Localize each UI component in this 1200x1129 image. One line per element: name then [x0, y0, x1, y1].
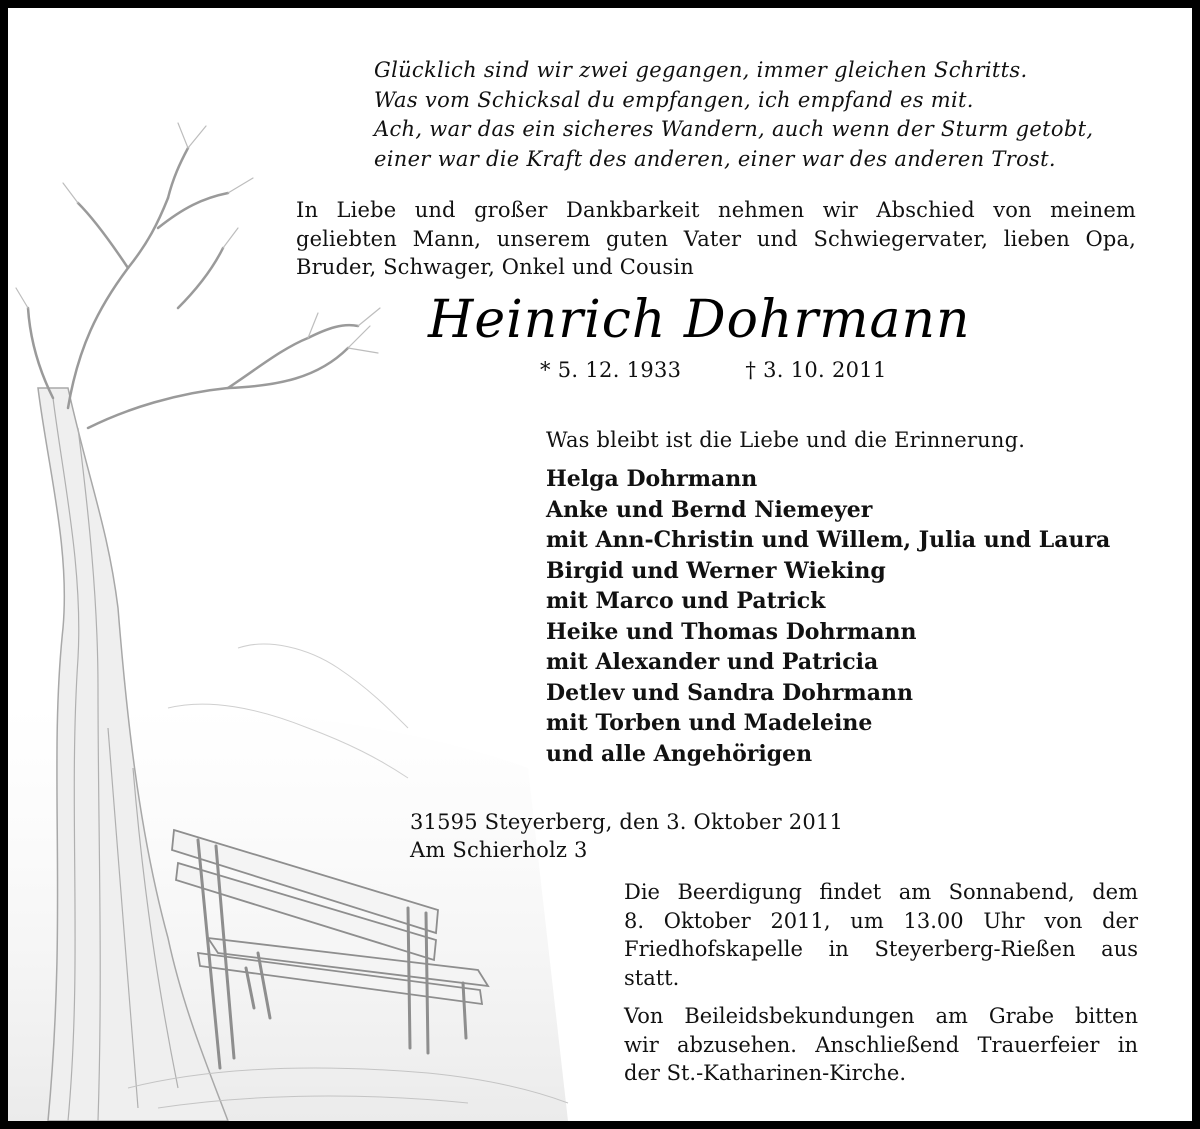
birth-date: * 5. 12. 1933 [540, 358, 682, 382]
mourner-line: mit Ann-Christin und Willem, Julia und Laura [546, 527, 1111, 553]
mourner-line: Helga Dohrmann [546, 466, 758, 492]
mourner-line: Detlev und Sandra Dohrmann [546, 679, 913, 706]
intro-line: geliebten Mann, unserem guten Vater und Schwiegervater, lieben Opa, [296, 226, 1136, 251]
mourner-line: Anke und Bernd Niemeyer [546, 496, 873, 523]
mourner-line: mit Marco und Patrick [546, 588, 826, 614]
address-line: Am Schierholz 3 [410, 838, 588, 862]
intro-line: In Liebe und großer Dankbarkeit nehmen wir Abschied von meinem [296, 198, 1136, 222]
memory-line: Was bleibt ist die Liebe und die Erinnerung. [546, 428, 1026, 452]
funeral-information [624, 878, 1138, 1098]
place-date-line: 31595 Steyerberg, den 3. Oktober 2011 [410, 810, 843, 834]
mourner-line: Heike und Thomas Dohrmann [546, 618, 917, 645]
mourners-list [546, 464, 1110, 769]
farewell-intro [296, 196, 1136, 282]
condolence-notice: Von Beileidsbekundungen am Grabe bitten wir abzusehen. Anschließend Trauerfeier in der St.-Katharinen-Kirche. [624, 1004, 1138, 1085]
place-and-date [410, 808, 843, 864]
mourner-line: und alle Angehörigen [546, 740, 813, 767]
death-date: † 3. 10. 2011 [745, 358, 887, 382]
memorial-poem [374, 56, 1174, 174]
mourner-line: Birgid und Werner Wieking [546, 557, 886, 584]
life-dates [540, 358, 887, 382]
poem-line: einer war die Kraft des anderen, einer war des anderen Trost. [374, 146, 1056, 171]
deceased-name: Heinrich Dohrmann [428, 290, 971, 350]
mourner-line: mit Alexander und Patricia [546, 649, 879, 675]
funeral-notice: Die Beerdigung findet am Sonnabend, dem 8. Oktober 2011, um 13.00 Uhr von der Friedhofskapelle in Steyerberg-Rießen aus statt. [624, 880, 1138, 990]
poem-line: Was vom Schicksal du empfangen, ich empfand es mit. [374, 87, 974, 112]
poem-line: Glücklich sind wir zwei gegangen, immer gleichen Schritts. [374, 58, 1028, 82]
poem-line: Ach, war das ein sicheres Wandern, auch wenn der Sturm getobt, [374, 117, 1094, 141]
mourner-line: mit Torben und Madeleine [546, 710, 873, 736]
intro-line: Bruder, Schwager, Onkel und Cousin [296, 255, 694, 279]
